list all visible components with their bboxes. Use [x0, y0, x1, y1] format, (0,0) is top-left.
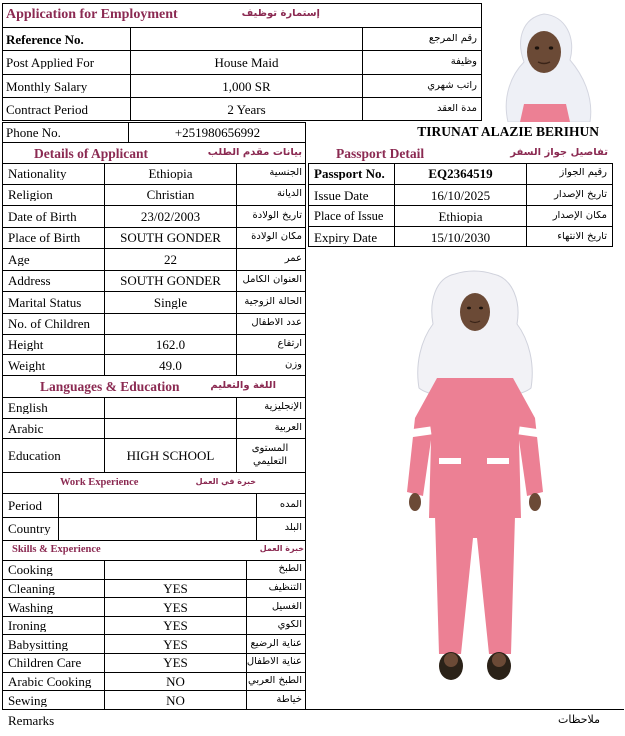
skill-arabic-cooking-label-ar: الطبخ العربي: [248, 676, 302, 686]
salary-label-ar: راتب شهري: [427, 81, 477, 91]
height-label-ar: ارتفاع: [277, 339, 302, 349]
passport-no-value: EQ2364519: [428, 167, 493, 180]
skill-childcare-value: YES: [163, 656, 188, 669]
age-label-ar: عمر: [284, 254, 302, 264]
skill-washing-label-ar: الغسيل: [271, 602, 302, 612]
reference-label-ar: رقم المرجع: [428, 34, 477, 44]
skill-washing-value: YES: [163, 601, 188, 614]
remarks-label-ar: ملاحظات: [558, 714, 600, 725]
skill-childcare-label: Children Care: [8, 656, 82, 669]
phone-value: +251980656992: [174, 126, 261, 139]
skill-cooking-label-ar: الطبخ: [278, 564, 302, 574]
skills-section-title-ar: خبرة العمل: [259, 545, 304, 553]
period-label-ar: المده: [279, 500, 302, 510]
skill-cleaning-value: YES: [163, 582, 188, 595]
issue-date-label: Issue Date: [314, 189, 369, 202]
english-label: English: [8, 401, 48, 414]
work-section-title: Work Experience: [60, 478, 139, 488]
languages-section-title: Languages & Education: [40, 380, 180, 394]
weight-label: Weight: [8, 359, 46, 372]
applicant-section-title-ar: بيانات مقدم الطلب: [207, 148, 302, 158]
address-label: Address: [8, 274, 51, 287]
height-label: Height: [8, 338, 44, 351]
skill-childcare-label-ar: عناية الأطفال: [247, 657, 302, 667]
marital-label-ar: الحالة الزوجية: [244, 297, 302, 307]
applicant-section-title: Details of Applicant: [34, 147, 149, 161]
skill-arabic-cooking-label: Arabic Cooking: [8, 675, 92, 688]
skill-babysitting-label: Babysitting: [8, 638, 68, 651]
skill-cooking-label: Cooking: [8, 563, 53, 576]
nationality-label: Nationality: [8, 167, 67, 180]
skill-arabic-cooking-value: NO: [166, 675, 185, 688]
weight-value: 49.0: [159, 359, 182, 372]
dob-label-ar: تاريخ الولادة: [252, 211, 302, 221]
form-title: Application for Employment: [6, 8, 178, 22]
skill-babysitting-value: YES: [163, 638, 188, 651]
dob-label: Date of Birth: [8, 210, 77, 223]
phone-label: Phone No.: [6, 126, 61, 139]
children-label: No. of Children: [8, 317, 90, 330]
salary-value: 1,000 SR: [222, 80, 271, 93]
issue-date-value: 16/10/2025: [430, 189, 491, 202]
skill-sewing-label-ar: خياطة: [276, 695, 302, 705]
marital-label: Marital Status: [8, 296, 82, 309]
place-of-issue-label-ar: مكان الإصدار: [552, 211, 607, 221]
passport-no-label: Passport No.: [314, 167, 385, 180]
languages-section-title-ar: اللغة والتعليم: [210, 381, 276, 391]
expiry-date-label: Expiry Date: [314, 231, 378, 244]
skill-ironing-label: Ironing: [8, 619, 47, 632]
age-value: 22: [164, 253, 177, 266]
contract-label-ar: مدة العقد: [437, 104, 477, 114]
dob-value: 23/02/2003: [140, 210, 201, 223]
reference-label: Reference No.: [6, 33, 84, 46]
children-label-ar: عدد الأطفال: [251, 318, 302, 328]
applicant-name: TIRUNAT ALAZIE BERIHUN: [417, 125, 599, 139]
age-label: Age: [8, 253, 30, 266]
country-label-ar: البلد: [284, 523, 302, 533]
passport-section-title: Passport Detail: [336, 147, 425, 161]
address-value: SOUTH GONDER: [120, 274, 221, 287]
post-label-ar: وظيفة: [450, 57, 477, 67]
country-label: Country: [8, 522, 51, 535]
education-label-ar: المستوى التعليمي: [251, 443, 289, 467]
applicant-full-photo: [395, 268, 555, 693]
period-label: Period: [8, 499, 42, 512]
form-title-ar: إستمارة توظيف: [241, 9, 320, 19]
salary-label: Monthly Salary: [6, 80, 88, 93]
education-label: Education: [8, 449, 61, 462]
skills-section-title: Skills & Experience: [12, 545, 101, 555]
address-label-ar: العنوان الكامل: [242, 275, 302, 285]
passport-section-title-ar: تفاصيل جواز السفر: [510, 148, 608, 158]
issue-date-label-ar: تاريخ الإصدار: [554, 190, 607, 200]
marital-value: Single: [153, 296, 188, 309]
english-label-ar: الإنجليزية: [264, 402, 302, 412]
skill-sewing-value: NO: [166, 694, 185, 707]
skill-ironing-label-ar: الكوي: [277, 620, 302, 630]
height-value: 162.0: [155, 338, 186, 351]
passport-no-label-ar: رقيم الجواز: [559, 168, 607, 178]
applicant-headshot: [486, 4, 604, 122]
skill-sewing-label: Sewing: [8, 694, 47, 707]
contract-value: 2 Years: [227, 103, 266, 116]
place-of-issue-label: Place of Issue: [314, 210, 384, 223]
weight-label-ar: وزن: [284, 360, 302, 370]
skill-ironing-value: YES: [163, 619, 188, 632]
skill-washing-label: Washing: [8, 601, 54, 614]
religion-value: Christian: [146, 188, 195, 201]
nationality-value: Ethiopia: [148, 167, 193, 180]
skill-cleaning-label: Cleaning: [8, 582, 55, 595]
post-label: Post Applied For: [6, 56, 95, 69]
arabic-label: Arabic: [8, 422, 44, 435]
education-value: HIGH SCHOOL: [126, 449, 215, 462]
pob-value: SOUTH GONDER: [120, 231, 221, 244]
contract-label: Contract Period: [6, 103, 88, 116]
arabic-label-ar: العربية: [274, 423, 302, 433]
religion-label: Religion: [8, 188, 53, 201]
skill-cleaning-label-ar: التنظيف: [268, 583, 302, 593]
skill-babysitting-label-ar: عناية الرضيع: [250, 639, 302, 649]
work-section-title-ar: خبرة في العمل: [195, 478, 256, 486]
place-of-issue-value: Ethiopia: [438, 210, 483, 223]
religion-label-ar: الديانة: [276, 189, 302, 199]
post-value: House Maid: [214, 56, 279, 69]
expiry-date-label-ar: تاريخ الانتهاء: [557, 232, 607, 242]
remarks-label: Remarks: [8, 714, 55, 727]
nationality-label-ar: الجنسية: [269, 168, 302, 178]
expiry-date-value: 15/10/2030: [430, 231, 491, 244]
pob-label: Place of Birth: [8, 231, 81, 244]
pob-label-ar: مكان الولادة: [251, 232, 302, 242]
